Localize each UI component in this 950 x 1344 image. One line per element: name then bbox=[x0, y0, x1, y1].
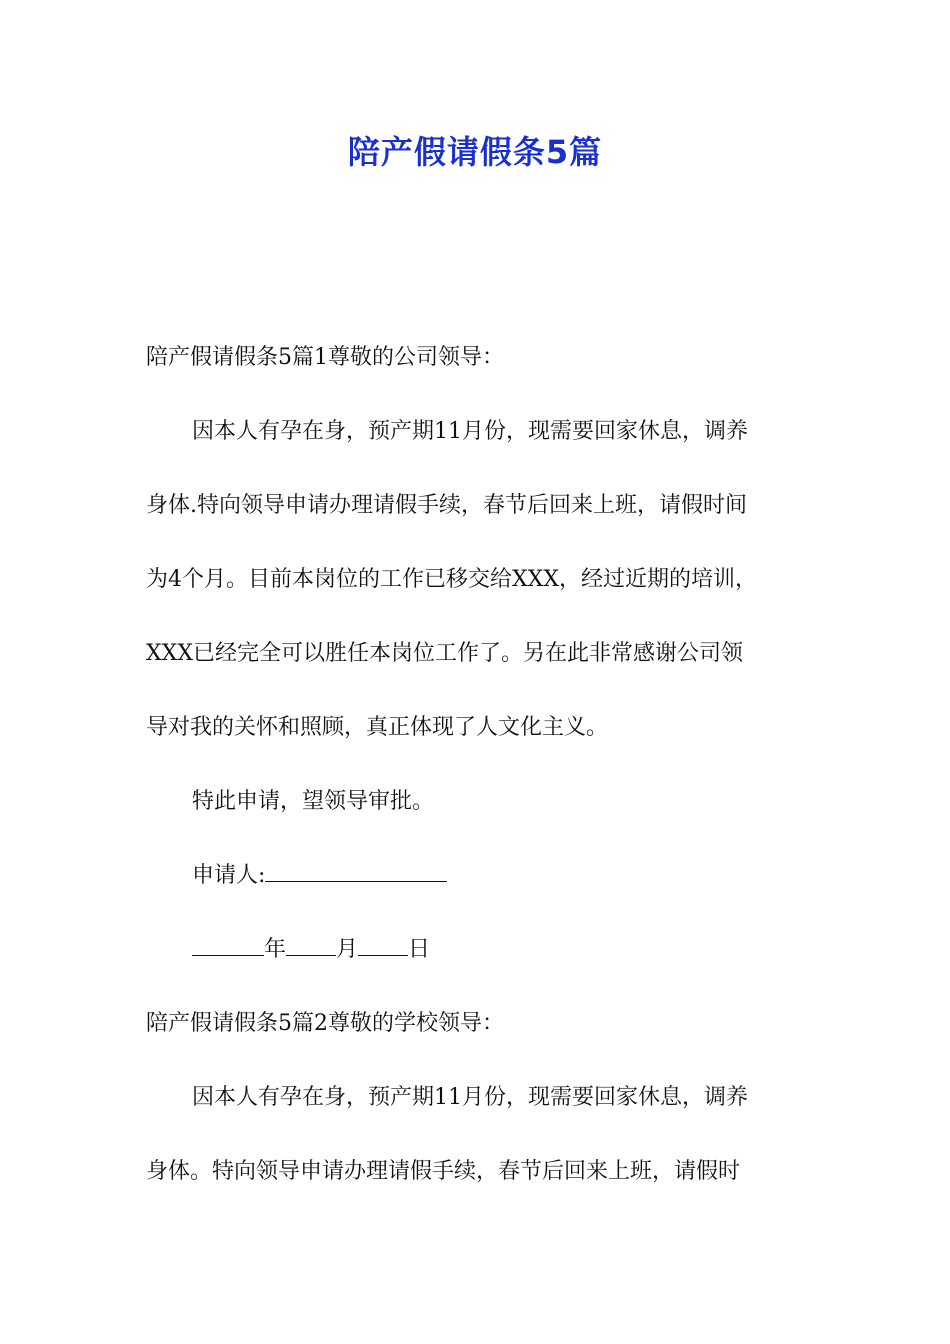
page-title: 陪产假请假条5篇 bbox=[347, 133, 603, 171]
day-blank bbox=[358, 933, 408, 956]
day-label: 日 bbox=[408, 937, 431, 962]
paragraph-line: 因本人有孕在身，预产期11月份，现需要回家休息，调养 bbox=[192, 419, 748, 444]
month-label: 月 bbox=[336, 937, 359, 962]
paragraph-line: 导对我的关怀和照顾，真正体现了人文化主义。 bbox=[146, 715, 609, 740]
applicant-label: 申请人: bbox=[192, 863, 266, 888]
paragraph-line: 为4个月。目前本岗位的工作已移交给XXX，经过近期的培训， bbox=[146, 567, 757, 592]
closing-line: 特此申请，望领导审批。 bbox=[192, 789, 435, 814]
month-blank bbox=[286, 933, 336, 956]
document-body bbox=[146, 340, 836, 1228]
year-label: 年 bbox=[264, 937, 287, 962]
paragraph-line: XXX已经完全可以胜任本岗位工作了。另在此非常感谢公司领 bbox=[146, 641, 743, 666]
paragraph-line: 因本人有孕在身，预产期11月份，现需要回家休息，调养 bbox=[192, 1085, 748, 1110]
applicant-line bbox=[146, 858, 836, 894]
section-heading-2: 陪产假请假条5篇2尊敬的学校领导： bbox=[146, 1011, 504, 1036]
year-blank bbox=[192, 933, 264, 956]
section-heading-1: 陪产假请假条5篇1尊敬的公司领导： bbox=[146, 345, 504, 370]
date-line bbox=[146, 932, 836, 968]
paragraph-line: 身体.特向领导申请办理请假手续，春节后回来上班，请假时间 bbox=[146, 493, 747, 518]
applicant-blank bbox=[265, 859, 447, 882]
paragraph-line: 身体。特向领导申请办理请假手续，春节后回来上班，请假时 bbox=[146, 1159, 741, 1184]
